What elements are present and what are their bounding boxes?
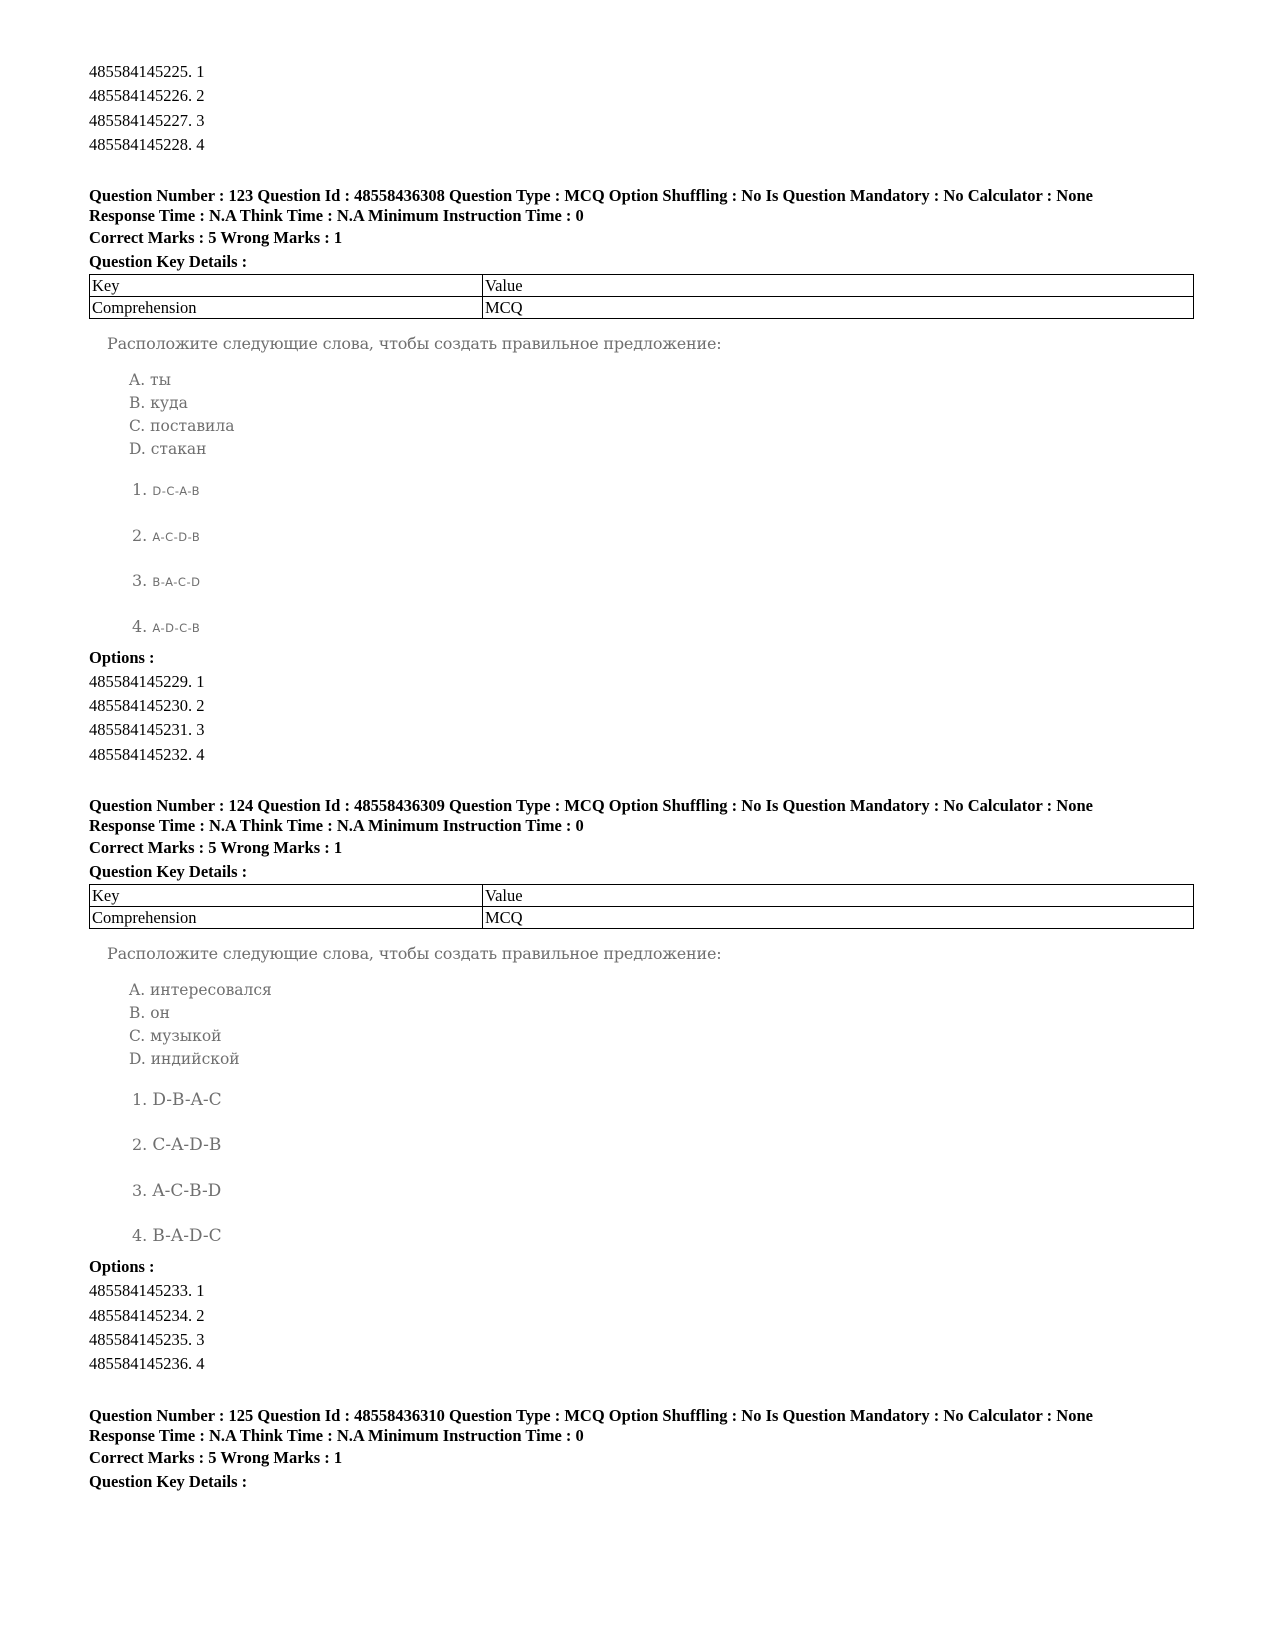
option-line: 485584145233. 1 (89, 1281, 205, 1301)
choice-number: 1. (132, 1089, 148, 1109)
table-cell-value: MCQ (483, 297, 1194, 319)
question-header (89, 186, 1189, 226)
options-list (89, 670, 1189, 767)
question-header (89, 796, 1189, 836)
table-cell-value: MCQ (483, 906, 1194, 928)
question-prompt: Расположите следующие слова, чтобы создать правильное предложение: (107, 943, 722, 963)
choice-number: 4. (132, 616, 148, 636)
question-header-line2: Response Time : N.A Think Time : N.A Minimum Instruction Time : 0 (89, 815, 584, 835)
marks-line: Correct Marks : 5 Wrong Marks : 1 (89, 837, 343, 857)
choice-item (132, 523, 1189, 569)
options-label: Options : (89, 1257, 155, 1277)
word-item: A. ты (129, 371, 171, 390)
choice-list (132, 477, 1189, 646)
option-line: 485584145230. 2 (89, 695, 205, 715)
choice-text: A-C-D-B (152, 529, 201, 544)
choice-item (132, 568, 1189, 614)
option-line: 485584145232. 4 (89, 744, 205, 764)
choice-item (132, 614, 1189, 646)
question-header-line1: Question Number : 125 Question Id : 48558436310 Question Type : MCQ Option Shuffling : No Is Question Mandatory : No Calculator : None (89, 1405, 1093, 1425)
word-item: A. интересовался (129, 980, 272, 999)
word-item: B. он (129, 1003, 170, 1022)
word-item: C. поставила (129, 417, 235, 436)
key-details-label: Question Key Details : (89, 252, 248, 272)
choice-item (132, 1223, 1189, 1255)
key-details-table (89, 884, 1194, 929)
top-options-list (89, 60, 1189, 157)
word-item: B. куда (129, 394, 188, 413)
choice-item (132, 1178, 1189, 1224)
document-page (89, 60, 1189, 1494)
question-header (89, 1406, 1189, 1446)
choice-number: 4. (132, 1226, 148, 1246)
choice-item (132, 477, 1189, 523)
choice-text: D-B-A-C (152, 1089, 222, 1110)
question-image (107, 333, 1189, 646)
option-line: 485584145229. 1 (89, 671, 205, 691)
option-line: 485584145228. 4 (89, 134, 205, 154)
question-prompt: Расположите следующие слова, чтобы создать правильное предложение: (107, 334, 722, 354)
choice-list (132, 1087, 1189, 1256)
choice-number: 3. (132, 571, 148, 591)
option-line: 485584145234. 2 (89, 1305, 205, 1325)
option-line: 485584145231. 3 (89, 720, 205, 740)
question-header-line1: Question Number : 123 Question Id : 48558436308 Question Type : MCQ Option Shuffling : No Is Question Mandatory : No Calculator : None (89, 186, 1093, 206)
options-list (89, 1279, 1189, 1376)
choice-text: B-A-C-D (152, 575, 201, 590)
option-line: 485584145225. 1 (89, 62, 205, 81)
table-header-value: Value (483, 275, 1194, 297)
key-details-label: Question Key Details : (89, 1471, 248, 1491)
table-header-value: Value (483, 884, 1194, 906)
choice-text: B-A-D-C (152, 1226, 222, 1247)
choice-number: 1. (132, 480, 148, 500)
marks-line: Correct Marks : 5 Wrong Marks : 1 (89, 228, 343, 248)
choice-item (132, 1087, 1189, 1133)
table-header-key: Key (90, 275, 483, 297)
question-block-124 (89, 796, 1189, 1377)
choice-number: 2. (132, 525, 148, 545)
question-header-line2: Response Time : N.A Think Time : N.A Minimum Instruction Time : 0 (89, 1425, 584, 1445)
question-block-125 (89, 1406, 1189, 1494)
option-line: 485584145227. 3 (89, 110, 205, 130)
question-image (107, 943, 1189, 1256)
question-header-line2: Response Time : N.A Think Time : N.A Minimum Instruction Time : 0 (89, 206, 584, 226)
word-list (129, 979, 1189, 1071)
question-header-line1: Question Number : 124 Question Id : 48558436309 Question Type : MCQ Option Shuffling : No Is Question Mandatory : No Calculator : None (89, 795, 1093, 815)
key-details-table (89, 274, 1194, 319)
options-label: Options : (89, 647, 155, 667)
choice-item (132, 1132, 1189, 1178)
table-cell-key: Comprehension (90, 297, 483, 319)
question-block-123 (89, 186, 1189, 767)
word-item: C. музыкой (129, 1026, 222, 1045)
word-item: D. индийской (129, 1049, 240, 1068)
choice-number: 2. (132, 1135, 148, 1155)
word-item: D. стакан (129, 440, 207, 459)
option-line: 485584145236. 4 (89, 1354, 205, 1374)
word-list (129, 369, 1189, 461)
table-header-key: Key (90, 884, 483, 906)
option-line: 485584145235. 3 (89, 1329, 205, 1349)
option-line: 485584145226. 2 (89, 86, 205, 106)
choice-text: D-C-A-B (152, 484, 201, 499)
choice-text: A-D-C-B (152, 620, 201, 635)
choice-text: A-C-B-D (152, 1180, 222, 1201)
marks-line: Correct Marks : 5 Wrong Marks : 1 (89, 1447, 343, 1467)
table-cell-key: Comprehension (90, 906, 483, 928)
key-details-label: Question Key Details : (89, 861, 248, 881)
choice-text: C-A-D-B (152, 1135, 222, 1156)
choice-number: 3. (132, 1180, 148, 1200)
